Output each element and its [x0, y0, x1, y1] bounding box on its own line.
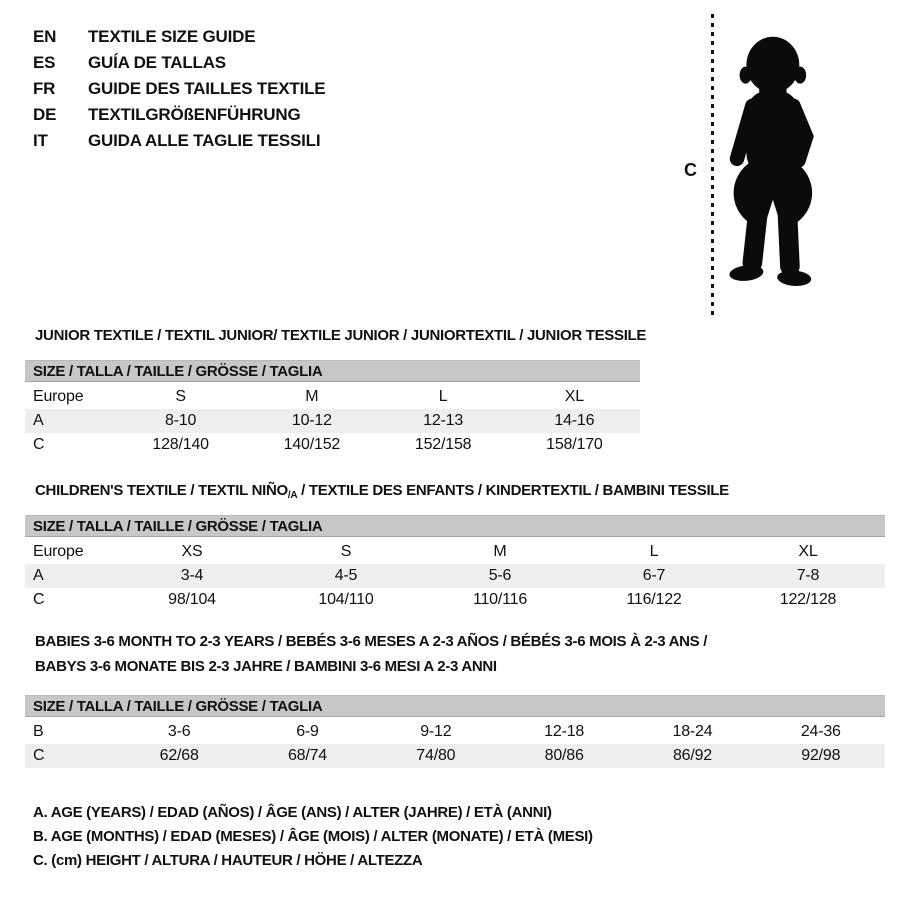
children-section-title	[35, 478, 729, 508]
size-cell: XS	[181, 543, 203, 560]
age-cell: 4-5	[334, 567, 358, 584]
lang-code: FR	[33, 79, 56, 98]
age-cell: 3-6	[167, 723, 191, 740]
lang-row-it	[33, 128, 325, 154]
row-label: Europe	[33, 543, 84, 560]
height-cell: 92/98	[801, 747, 841, 764]
lang-code: ES	[33, 53, 56, 72]
legend-line-c: C. (cm) HEIGHT / ALTURA / HAUTEUR / HÖHE / ALTEZZA	[33, 852, 423, 869]
row-label: A	[33, 567, 44, 584]
table-row-europe	[25, 385, 640, 409]
lang-title: GUÍA DE TALLAS	[88, 53, 226, 72]
size-header-bar: SIZE / TALLA / TAILLE / GRÖSSE / TAGLIA	[25, 695, 885, 717]
babies-section-title	[35, 629, 707, 679]
table-row-height-cm	[25, 744, 885, 768]
size-cell: S	[175, 388, 186, 405]
size-cell: L	[438, 388, 448, 405]
language-title-list	[33, 24, 325, 154]
lang-row-es	[33, 50, 325, 76]
row-label: C	[33, 436, 45, 453]
table-row-age-months	[25, 720, 885, 744]
row-label: C	[33, 591, 45, 608]
height-cell: 74/80	[416, 747, 456, 764]
size-cell: M	[305, 388, 319, 405]
height-cell: 140/152	[283, 436, 341, 453]
lang-row-en	[33, 24, 325, 50]
table-row-height-cm	[25, 588, 885, 612]
lang-code: IT	[33, 131, 48, 150]
height-cell: 158/170	[546, 436, 603, 453]
lang-row-de	[33, 102, 325, 128]
lang-code: DE	[33, 105, 57, 124]
height-cell: 98/104	[168, 591, 216, 608]
junior-section-title: JUNIOR TEXTILE / TEXTIL JUNIOR/ TEXTILE JUNIOR / JUNIORTEXTIL / JUNIOR TESSILE	[35, 327, 647, 344]
height-cell: 80/86	[544, 747, 584, 764]
junior-size-table	[25, 360, 640, 457]
lang-title: GUIDA ALLE TAGLIE TESSILI	[88, 131, 321, 150]
age-cell: 12-13	[423, 412, 464, 429]
size-cell: S	[340, 543, 352, 560]
height-cell: 104/110	[318, 591, 374, 608]
row-label: B	[33, 723, 44, 740]
table-row-height-cm	[25, 433, 640, 457]
lang-code: EN	[33, 27, 57, 46]
height-cell: 128/140	[152, 436, 209, 453]
age-cell: 5-6	[488, 567, 512, 584]
age-cell: 3-4	[180, 567, 204, 584]
babies-title-line1: BABIES 3-6 MONTH TO 2-3 YEARS / BEBÉS 3-6 MESES A 2-3 AÑOS / BÉBÉS 3-6 MOIS À 2-3 ANS /	[35, 633, 708, 650]
children-title-main: CHILDREN'S TEXTILE / TEXTIL NIÑO	[35, 482, 288, 499]
row-label: C	[33, 747, 45, 764]
height-measure-label: C	[684, 160, 697, 180]
height-figure	[680, 8, 870, 320]
table-row-age-years	[25, 564, 885, 588]
size-header-bar: SIZE / TALLA / TAILLE / GRÖSSE / TAGLIA	[25, 360, 640, 382]
height-cell: 152/158	[414, 436, 472, 453]
children-title-sub: /A	[287, 490, 298, 501]
babies-title-line2: BABYS 3-6 MONATE BIS 2-3 JAHRE / BAMBINI 3-6 MESI A 2-3 ANNI	[35, 658, 497, 675]
abc-legend	[33, 801, 593, 873]
height-cell: 110/116	[472, 591, 528, 608]
legend-line-b: B. AGE (MONTHS) / EDAD (MESES) / ÂGE (MOIS) / ALTER (MONATE) / ETÀ (MESI)	[33, 828, 593, 845]
legend-line-a: A. AGE (YEARS) / EDAD (AÑOS) / ÂGE (ANS) / ALTER (JAHRE) / ETÀ (ANNI)	[33, 804, 552, 821]
lang-row-fr	[33, 76, 325, 102]
height-cell: 62/68	[159, 747, 199, 764]
age-cell: 7-8	[796, 567, 820, 584]
height-cell: 116/122	[626, 591, 682, 608]
children-title-rest: / TEXTILE DES ENFANTS / KINDERTEXTIL / BAMBINI TESSILE	[297, 482, 729, 499]
size-cell: M	[493, 543, 507, 560]
age-cell: 8-10	[165, 412, 197, 429]
size-cell: XL	[798, 543, 818, 560]
lang-title: TEXTILE SIZE GUIDE	[88, 27, 256, 46]
baby-silhouette-icon	[708, 13, 836, 313]
table-row-age-years	[25, 409, 640, 433]
row-label: A	[33, 412, 44, 429]
height-cell: 68/74	[287, 747, 328, 764]
lang-title: TEXTILGRÖßENFÜHRUNG	[88, 105, 301, 124]
lang-title: GUIDE DES TAILLES TEXTILE	[88, 79, 326, 98]
row-label: Europe	[33, 388, 84, 405]
age-cell: 24-36	[800, 723, 841, 740]
age-cell: 10-12	[291, 412, 332, 429]
size-cell: XL	[564, 388, 584, 405]
age-cell: 14-16	[554, 412, 595, 429]
age-cell: 6-9	[296, 723, 319, 740]
height-cell: 86/92	[672, 747, 712, 764]
babies-size-table	[25, 695, 885, 768]
size-header-bar: SIZE / TALLA / TAILLE / GRÖSSE / TAGLIA	[25, 515, 885, 537]
age-cell: 12-18	[544, 723, 585, 740]
age-cell: 9-12	[420, 723, 452, 740]
children-size-table	[25, 515, 885, 612]
table-row-europe	[25, 540, 885, 564]
size-cell: L	[649, 543, 659, 560]
height-cell: 122/128	[779, 591, 837, 608]
age-cell: 6-7	[642, 567, 666, 584]
age-cell: 18-24	[672, 723, 713, 740]
